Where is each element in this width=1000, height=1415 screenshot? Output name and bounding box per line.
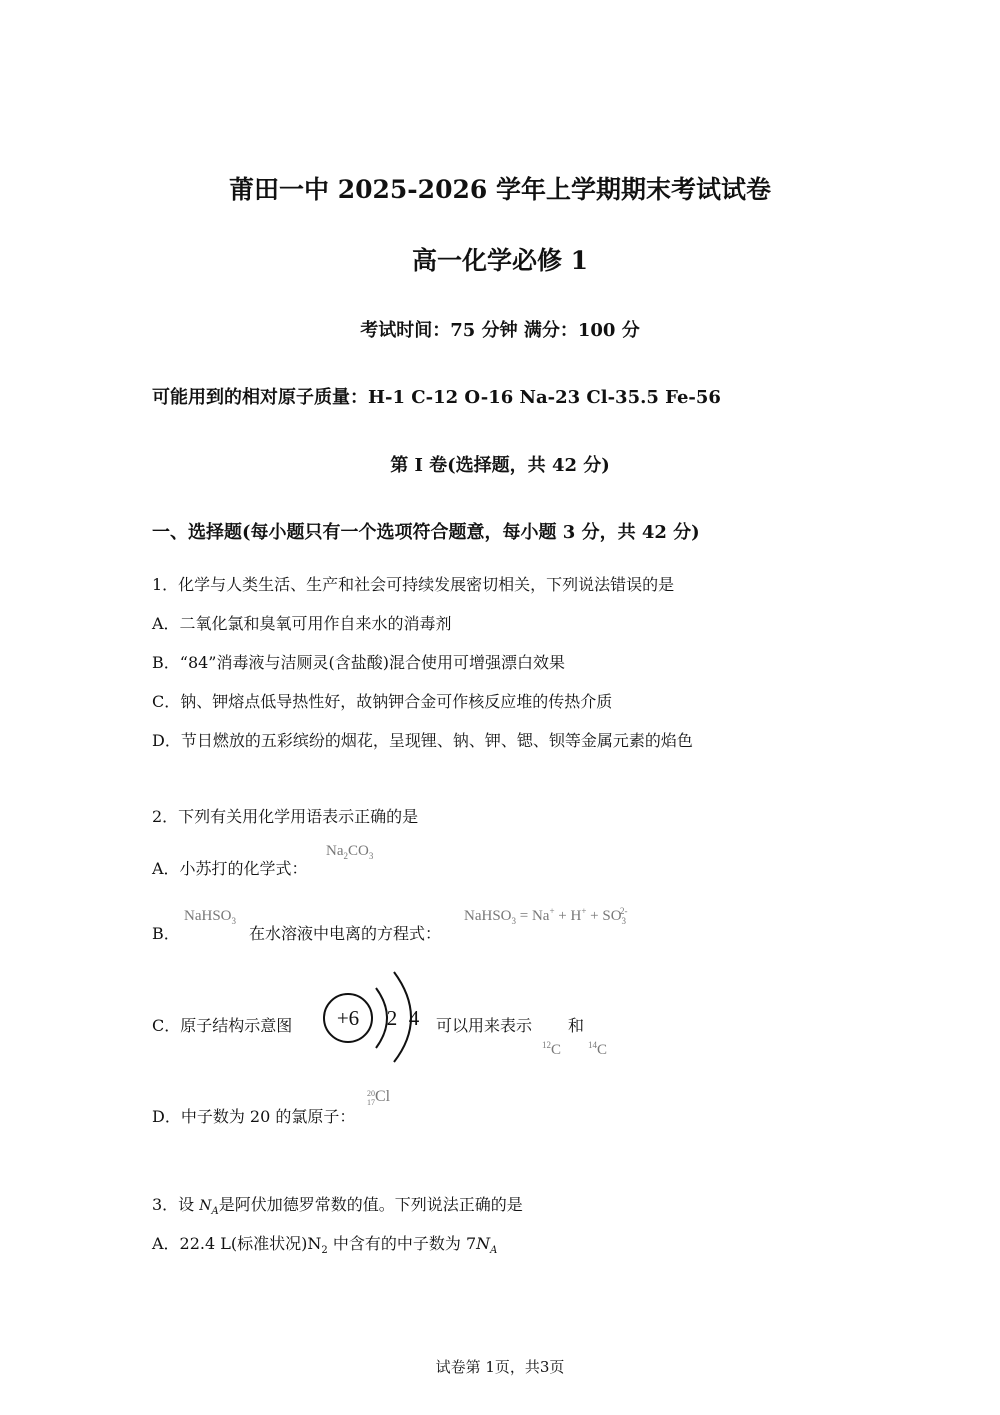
question-1-option-c: C．钠、钾熔点低导热性好，故钠钾合金可作核反应堆的传热介质 bbox=[152, 692, 613, 711]
electron-shell-1 bbox=[376, 988, 387, 1048]
question-3-option-a: A．22.4 L(标准状况)$N_2$ 中含有的中子数为 $7N_A$ bbox=[152, 1234, 498, 1257]
question-2-option-c-text2: 可以用来表示 bbox=[436, 1016, 533, 1035]
exam-subtitle: 高一化学必修 1 bbox=[411, 246, 589, 275]
question-2-option-c-and: 和 bbox=[568, 1016, 585, 1035]
question-1-stem: 1．化学与人类生活、生产和社会可持续发展密切相关，下列说法错误的是 bbox=[152, 575, 675, 594]
question-2-option-d-text: D．中子数为 20 的氯原子： bbox=[152, 1107, 356, 1126]
part-title: 第 I 卷(选择题，共 42 分) bbox=[390, 455, 610, 476]
atomic-masses: 可能用到的相对原子质量：H-1 C-12 O-16 Na-23 Cl-35.5 Fe-56 bbox=[152, 387, 721, 408]
carbon-14-isotope: $^{14}$C bbox=[588, 1040, 608, 1058]
shell-1-electrons: 2 bbox=[386, 1006, 398, 1030]
question-2-option-a-formula: $Na_2CO_3$ bbox=[326, 843, 374, 861]
question-1-option-a: A．二氧化氯和臭氧可用作自来水的消毒剂 bbox=[152, 614, 452, 633]
question-2-option-b-species: NaHSO$_3$ bbox=[184, 908, 236, 926]
question-2-option-d-formula: 20 17Cl bbox=[367, 1088, 391, 1107]
question-2-option-b-prefix: B． bbox=[152, 924, 180, 943]
question-2-option-a-text: A．小苏打的化学式： bbox=[152, 859, 308, 878]
section-title: 一、选择题(每小题只有一个选项符合题意，每小题 3 分，共 42 分) bbox=[152, 522, 700, 543]
carbon-12-isotope: $^{12}$C bbox=[542, 1040, 562, 1058]
question-1-option-d: D．节日燃放的五彩缤纷的烟花，呈现锂、钠、钾、锶、钡等金属元素的焰色 bbox=[152, 731, 693, 750]
question-2-option-c-text: C．原子结构示意图 bbox=[152, 1016, 293, 1035]
page-footer: 试卷第 1页，共3页 bbox=[435, 1358, 565, 1376]
exam-info: 考试时间：75 分钟 满分：100 分 bbox=[360, 320, 640, 341]
exam-title: 莆田一中 2025-2026 学年上学期期末考试试卷 bbox=[229, 175, 771, 204]
atomic-structure-diagram bbox=[318, 966, 428, 1066]
question-2-option-b-text: 在水溶液中电离的方程式： bbox=[249, 924, 442, 943]
nucleus-charge: +6 bbox=[336, 1006, 360, 1030]
shell-2-electrons: 4 bbox=[408, 1006, 420, 1030]
question-1-option-b: B．“84”消毒液与洁厕灵(含盐酸)混合使用可增强漂白效果 bbox=[152, 653, 565, 672]
question-3-stem: 3．设 $N_A$是阿伏加德罗常数的值。下列说法正确的是 bbox=[152, 1195, 523, 1217]
question-2-stem: 2．下列有关用化学用语表示正确的是 bbox=[152, 807, 419, 826]
question-2-option-b-equation: NaHSO$_3$ = $Na^+ + H^+ + SO_3^{2-}$ bbox=[464, 906, 628, 926]
